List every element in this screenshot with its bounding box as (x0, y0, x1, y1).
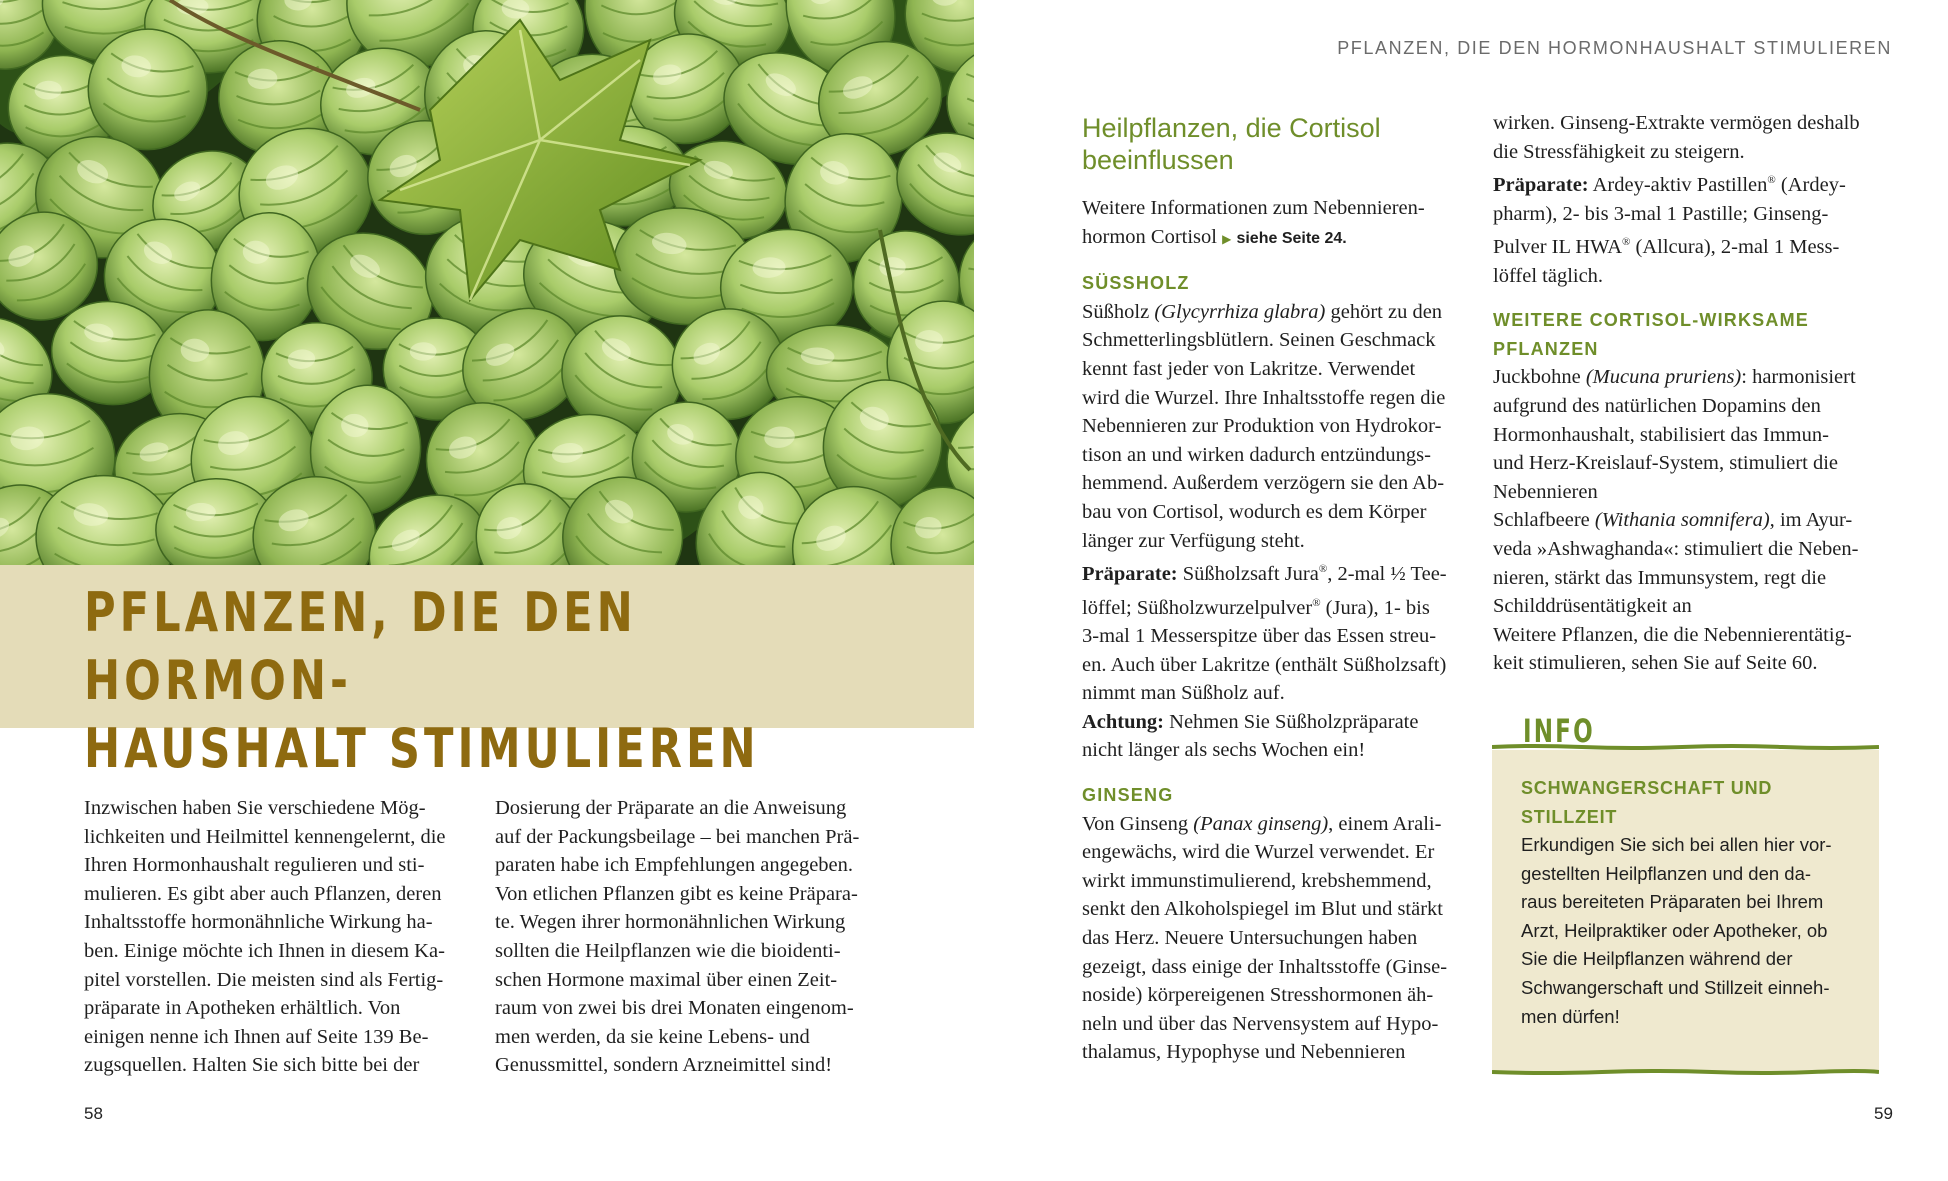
section-heading-line: beeinflussen (1082, 145, 1234, 175)
text-line (1493, 392, 1893, 421)
botanical-name: (Mucuna pruriens) (1585, 366, 1742, 389)
text-run: nieren, stärkt das Immunsystem, regt die (1493, 566, 1827, 589)
botanical-name: (Glycyrrhiza glabra) (1154, 300, 1326, 323)
subheading-ginseng: GINSENG (1082, 784, 1174, 805)
info-heading-line: STILLZEIT (1521, 806, 1618, 827)
text-run: thalamus, Hypophyse und Nebennieren (1082, 1041, 1406, 1064)
text-line (1082, 441, 1482, 470)
text-line (1493, 506, 1893, 535)
text-line: pitel vorstellen. Die meisten sind als Fertig- (84, 968, 444, 991)
text-line (1082, 838, 1482, 867)
text-run: (Ardey- (1775, 174, 1846, 197)
subheading-line: PFLANZEN (1493, 338, 1599, 359)
text-run: aufgrund des natürlichen Dopamins den (1493, 395, 1821, 417)
weitere-pflanzen-paragraph (1493, 363, 1893, 678)
text-line (1493, 649, 1893, 678)
text-line: raum von zwei bis drei Monaten eingenom- (495, 997, 854, 1020)
text-run: veda »Ashwaghanda«: stimuliert die Neben- (1493, 537, 1859, 560)
registered-mark: ® (1318, 563, 1328, 576)
text-run: Weitere Pflanzen, die die Nebennierentätig- (1493, 623, 1852, 646)
text-line (1082, 469, 1482, 498)
text-run: neln und über das Nervensystem auf Hypo- (1082, 1012, 1439, 1035)
bold-label: Präparate: (1493, 174, 1589, 197)
bold-label: Achtung: (1082, 710, 1165, 733)
info-body (1521, 831, 1867, 1031)
text-run: Schlafbeere (1493, 509, 1595, 532)
text-line: sollten die Heilpflanzen wie die bioidenti- (495, 939, 841, 962)
bold-label: Präparate: (1082, 562, 1178, 585)
text-run: hemmend. Außerdem verzögern sie den Ab- (1082, 472, 1445, 495)
text-run: Süßholzsaft Jura (1177, 562, 1319, 585)
intro-paragraph (1082, 194, 1482, 253)
text-run: bau von Cortisol, wodurch es dem Körper (1082, 500, 1427, 523)
info-box (1492, 703, 1879, 1083)
text-run: nimmt man Süßholz auf. (1082, 682, 1285, 705)
text-run: tison an und wirken dadurch entzündungs- (1082, 443, 1431, 466)
text-run: keit stimulieren, sehen Sie auf Seite 60. (1493, 652, 1818, 675)
intro-line: hormon Cortisol (1082, 225, 1217, 248)
text-line: Dosierung der Präparate an die Anweisung (495, 797, 847, 819)
botanical-name: (Panax ginseng) (1193, 812, 1329, 835)
text-line: Inhaltsstoffe hormonähnliche Wirkung ha- (84, 911, 433, 934)
text-line (1493, 166, 1893, 199)
text-line (1493, 535, 1893, 564)
registered-mark: ® (1767, 174, 1776, 187)
text-run: pharm), 2- bis 3-mal 1 Pastille; Ginseng- (1493, 202, 1829, 225)
registered-mark: ® (1312, 596, 1321, 609)
text-run: (Allcura), 2-mal 1 Mess- (1630, 236, 1840, 259)
text-line: Inzwischen haben Sie verschiedene Mög- (84, 797, 426, 819)
text-run: wirkt immunstimulierend, krebshemmend, (1082, 869, 1432, 892)
text-line (1082, 895, 1482, 924)
text-line (1493, 138, 1893, 167)
text-line: te. Wegen ihrer hormonähnlichen Wirkung (495, 911, 846, 934)
text-line (1082, 708, 1482, 737)
arrow-right-icon: ▶ (1222, 231, 1232, 246)
text-line (1082, 326, 1482, 355)
text-line: einigen nenne ich Ihnen auf Seite 139 Be- (84, 1025, 429, 1048)
text-line (1493, 109, 1893, 138)
text-run: Von Ginseng (1082, 812, 1194, 835)
info-heading-line: SCHWANGERSCHAFT UND (1521, 778, 1773, 798)
info-label: INFO (1523, 712, 1595, 750)
text-run: wird die Wurzel. Ihre Inhaltsstoffe regen die (1082, 386, 1446, 409)
text-run: Pulver IL HWA (1493, 236, 1623, 259)
text-line: paraten habe ich Empfehlungen angegeben. (495, 854, 854, 877)
registered-mark: ® (1622, 236, 1631, 249)
text-line (1493, 449, 1893, 478)
text-line (1082, 298, 1482, 327)
text-line (1082, 498, 1482, 527)
text-run: Ardey-aktiv Pastillen (1588, 174, 1768, 197)
text-line (1082, 622, 1482, 651)
page-reference-link[interactable]: siehe Seite 24. (1236, 229, 1347, 247)
text-run: noside) körpereigenen Stresshormonen äh- (1082, 984, 1434, 1007)
text-line (1082, 981, 1482, 1010)
text-line (1082, 555, 1482, 588)
text-run: , 2-mal ½ Tee- (1327, 562, 1447, 585)
text-run: Juckbohne (1493, 366, 1586, 389)
text-run: das Herz. Neuere Untersuchungen haben (1082, 926, 1418, 949)
text-line (1493, 200, 1893, 229)
text-line (1082, 1038, 1482, 1067)
text-line (1082, 355, 1482, 384)
text-line (1493, 262, 1893, 291)
text-line (1493, 478, 1893, 507)
text-line: präparate in Apotheken erhältlich. Von (84, 997, 401, 1020)
text-line (1082, 924, 1482, 953)
right-column-2 (1493, 109, 1893, 678)
text-line (1082, 412, 1482, 441)
hop-photo (0, 0, 980, 565)
text-line (1082, 810, 1482, 839)
info-line: gestellten Heilpflanzen und den da- (1521, 862, 1812, 884)
text-run: Schilddrüsentätigkeit an (1493, 595, 1692, 618)
text-line (1082, 589, 1482, 622)
text-line: lichkeiten und Heilmittel kennengelernt, die (84, 825, 446, 848)
text-line (1493, 564, 1893, 593)
text-run: die Stressfähigkeit zu steigern. (1493, 140, 1745, 163)
ginseng-paragraph (1082, 810, 1482, 1067)
body-column-2 (495, 794, 895, 1080)
text-run: löffel täglich. (1493, 264, 1604, 287)
text-line (1082, 679, 1482, 708)
text-run: im Ayur- (1774, 509, 1853, 532)
text-run: Hormonhaushalt, stabilisiert das Immun- (1493, 423, 1829, 446)
chapter-title: PFLANZEN, DIE DEN HORMON- HAUSHALT STIMULIEREN (84, 581, 760, 780)
page-number-right: 59 (1874, 1104, 1893, 1123)
text-run: (Jura), 1- bis (1320, 596, 1430, 619)
text-line (1493, 592, 1893, 621)
section-heading (1082, 112, 1482, 176)
text-line (1493, 621, 1893, 650)
info-line: men dürfen! (1521, 1005, 1620, 1027)
text-run: en. Auch über Lakritze (enthält Süßholzsaft) (1082, 653, 1447, 676)
text-run: kennt fast jeder von Lakritze. Verwendet (1082, 357, 1416, 380)
text-line (1493, 363, 1893, 392)
chapter-title-band (0, 565, 980, 780)
info-line: Erkundigen Sie sich bei allen hier vor- (1521, 834, 1832, 855)
text-line: men werden, da sie keine Lebens- und (495, 1025, 810, 1048)
text-line (1082, 953, 1482, 982)
botanical-name: (Withania somnifera), (1594, 509, 1775, 532)
text-line (1082, 867, 1482, 896)
text-run: nicht länger als sechs Wochen ein! (1082, 739, 1366, 762)
right-column-1 (1082, 112, 1482, 1067)
text-line: Genussmittel, sondern Arzneimittel sind! (495, 1054, 833, 1077)
subheading-weitere-pflanzen (1493, 306, 1893, 363)
text-run: wirken. Ginseng-Extrakte vermögen deshalb (1493, 112, 1860, 134)
text-run: Schmetterlingsblütlern. Seinen Geschmack (1082, 329, 1436, 352)
info-line: Schwangerschaft und Stillzeit einneh- (1521, 976, 1830, 998)
text-run: länger zur Verfügung steht. (1082, 529, 1305, 552)
text-run: Nebennieren (1493, 480, 1598, 503)
suessholz-paragraph (1082, 298, 1482, 765)
text-run: Süßholz (1082, 300, 1155, 323)
section-heading-line: Heilpflanzen, die Cortisol (1082, 113, 1381, 143)
intro-line: Weitere Informationen zum Nebennieren- (1082, 197, 1425, 219)
subheading-suessholz: SÜSSHOLZ (1082, 273, 1190, 294)
info-line: raus bereiteten Präparaten bei Ihrem (1521, 891, 1824, 913)
text-line: ben. Einige möchte ich Ihnen in diesem Ka- (84, 939, 445, 962)
text-run: : harmonisiert (1741, 366, 1856, 389)
text-line: Ihren Hormonhaushalt regulieren und sti- (84, 854, 425, 877)
text-line: zugsquellen. Halten Sie sich bitte bei der (84, 1054, 420, 1077)
text-line (1082, 384, 1482, 413)
text-run: löffel; Süßholzwurzelpulver (1082, 596, 1313, 619)
text-line (1082, 651, 1482, 680)
text-line (1082, 736, 1482, 765)
text-run: und Herz-Kreislauf-System, stimuliert die (1493, 452, 1838, 475)
info-line: Arzt, Heilpraktiker oder Apotheker, ob (1521, 919, 1828, 941)
body-column-1 (84, 794, 474, 1080)
page-number-left: 58 (84, 1104, 103, 1123)
text-line: Von etlichen Pflanzen gibt es keine Präpara- (495, 882, 858, 905)
text-line (1493, 421, 1893, 450)
info-heading (1521, 774, 1861, 831)
text-line: mulieren. Es gibt aber auch Pflanzen, deren (84, 882, 442, 905)
text-line: auf der Packungsbeilage – bei manchen Prä- (495, 825, 860, 848)
text-line: schen Hormone maximal über einen Zeit- (495, 968, 838, 991)
text-run: 3-mal 1 Messerspitze über das Essen streu- (1082, 624, 1437, 647)
text-run: engewächs, wird die Wurzel verwendet. Er (1082, 841, 1435, 864)
text-line (1082, 527, 1482, 556)
subheading-line: WEITERE CORTISOL-WIRKSAME (1493, 310, 1809, 331)
running-head: PFLANZEN, DIE DEN HORMONHAUSHALT STIMULIEREN (1337, 38, 1892, 58)
info-rule-bottom (1492, 1069, 1879, 1075)
text-run: gehört zu den (1325, 300, 1443, 323)
text-line (1493, 228, 1893, 261)
ginseng-continued-paragraph (1493, 109, 1893, 290)
text-run: Nehmen Sie Süßholzpräparate (1164, 710, 1419, 733)
text-run: Nebennieren zur Produktion von Hydrokor- (1082, 415, 1442, 438)
text-run: senkt den Alkoholspiegel im Blut und stärkt (1082, 898, 1444, 921)
text-run: , einem Arali- (1328, 812, 1442, 835)
text-run: gezeigt, dass einige der Inhaltsstoffe (Ginse- (1082, 955, 1448, 978)
text-line (1082, 1010, 1482, 1039)
info-line: Sie die Heilpflanzen während der (1521, 948, 1793, 970)
